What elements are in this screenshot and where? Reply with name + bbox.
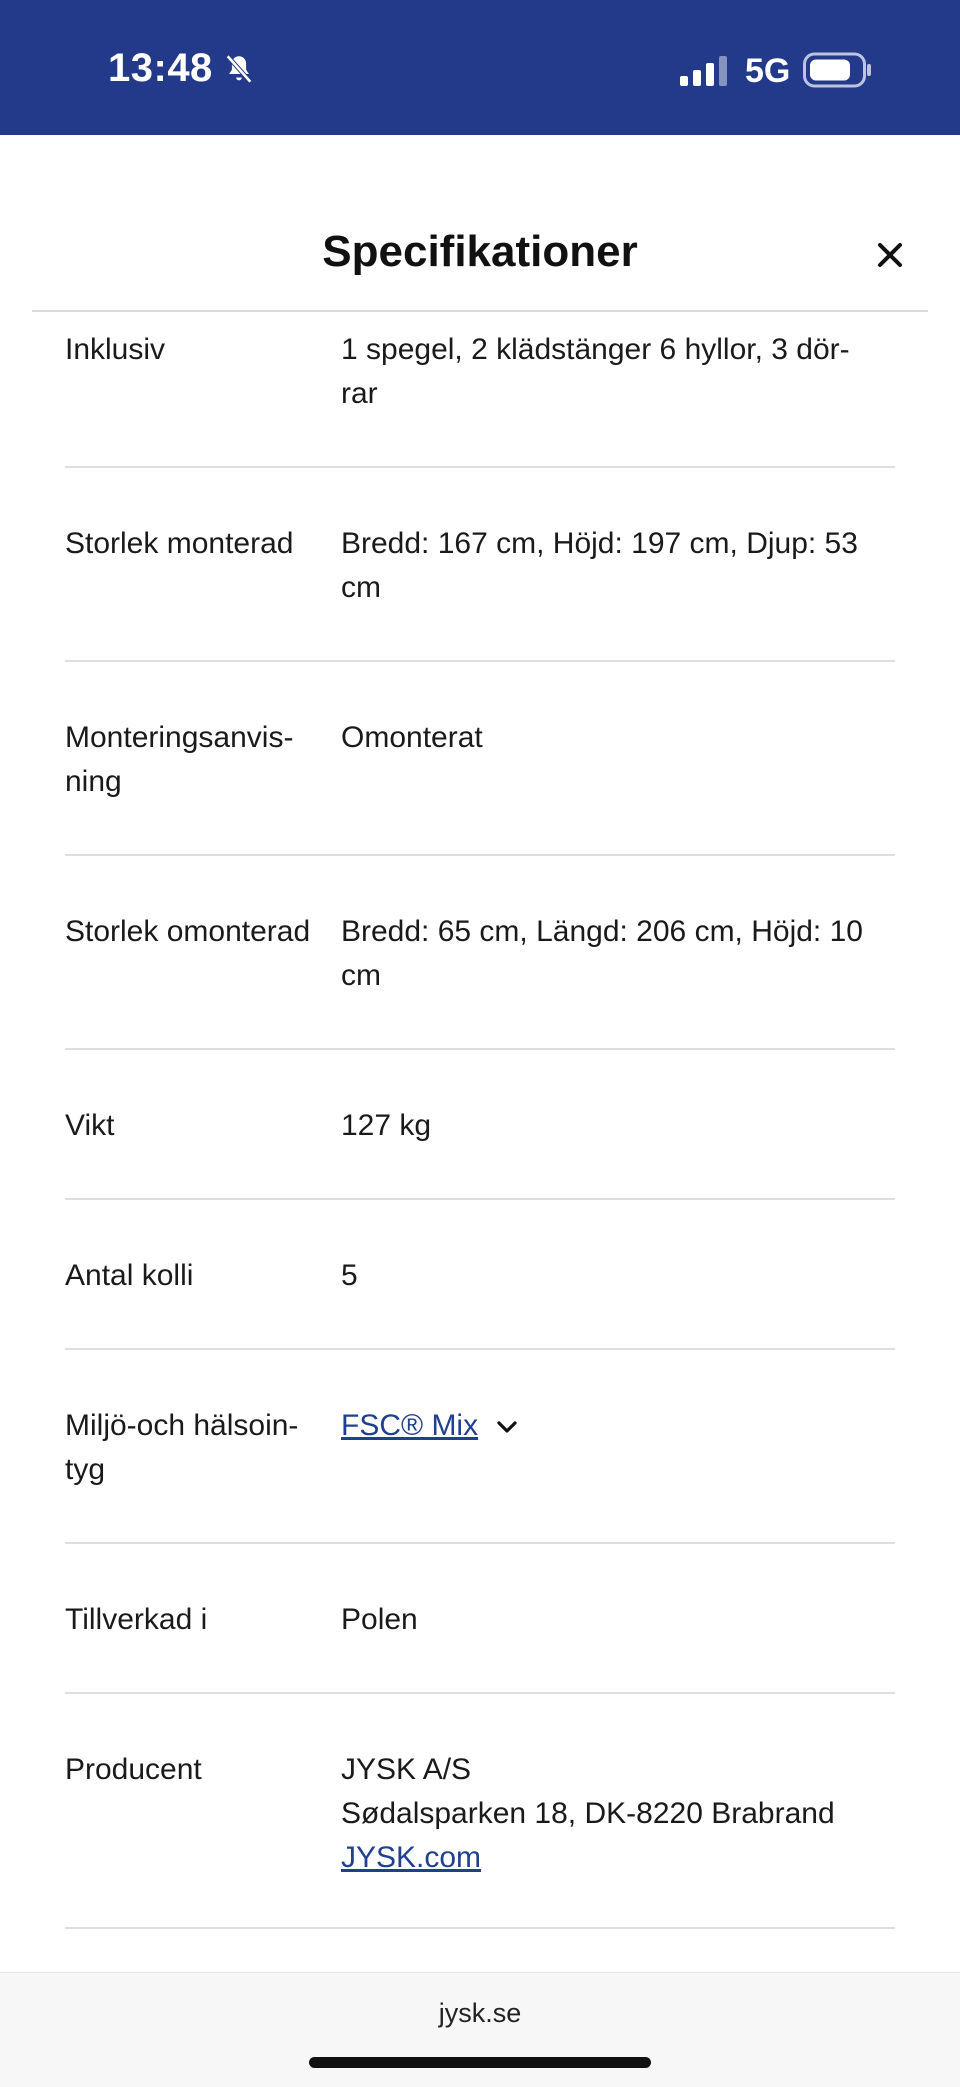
signal-icon (680, 56, 730, 86)
row-divider (65, 466, 895, 468)
chevron-down-icon[interactable] (494, 1414, 520, 1440)
spec-value: 127 kg (341, 1109, 432, 1142)
spec-label: Vikt (65, 1109, 115, 1142)
spec-value: Polen (341, 1603, 418, 1636)
url-label[interactable]: jysk.se (438, 1998, 522, 2028)
status-time: 13:48 (108, 46, 213, 90)
spec-label: Miljö-och hälsoin- tyg (65, 1409, 299, 1486)
row-divider (65, 1198, 895, 1200)
row-divider (65, 1048, 895, 1050)
spec-value (341, 1748, 891, 1880)
spec-value: Bredd: 167 cm, Höjd: 197 cm, Djup: 53 cm (341, 527, 858, 604)
row-divider (65, 660, 895, 662)
spec-label: Inklusiv (65, 333, 166, 366)
spec-label: Producent (65, 1753, 202, 1786)
status-bar (0, 0, 960, 135)
producent-name: JYSK A/S (341, 1753, 472, 1786)
row-divider (65, 1348, 895, 1350)
network-label: 5G (745, 52, 791, 90)
fsc-mix-link[interactable]: FSC® Mix (341, 1409, 479, 1442)
spec-value (341, 1404, 891, 1448)
spec-value: 1 spegel, 2 klädstänger 6 hyllor, 3 dör- rar (341, 333, 850, 410)
spec-value: 5 (341, 1259, 358, 1292)
spec-label: Monteringsanvis- ning (65, 721, 294, 798)
spec-value: Omonterat (341, 721, 483, 754)
row-divider (65, 854, 895, 856)
jysk-link[interactable]: JYSK.com (341, 1841, 482, 1874)
browser-bottom-bar (0, 1972, 960, 2087)
row-divider (65, 1542, 895, 1544)
spec-value: Bredd: 65 cm, Längd: 206 cm, Höjd: 10 cm (341, 915, 863, 992)
row-divider (65, 1927, 895, 1929)
spec-label: Storlek monterad (65, 527, 294, 560)
battery-icon (803, 52, 873, 88)
modal-header (0, 135, 960, 310)
spec-list[interactable] (65, 312, 895, 1972)
home-indicator[interactable] (309, 2057, 651, 2068)
page-title: Specifikationer (322, 227, 638, 276)
spec-label: Tillverkad i (65, 1603, 208, 1636)
bell-slash-icon (222, 52, 256, 86)
close-icon[interactable] (870, 235, 910, 275)
producent-address: Sødalsparken 18, DK-8220 Brabrand (341, 1797, 835, 1830)
spec-label: Storlek omonterad (65, 915, 311, 948)
row-divider (65, 1692, 895, 1694)
spec-label: Antal kolli (65, 1259, 194, 1292)
